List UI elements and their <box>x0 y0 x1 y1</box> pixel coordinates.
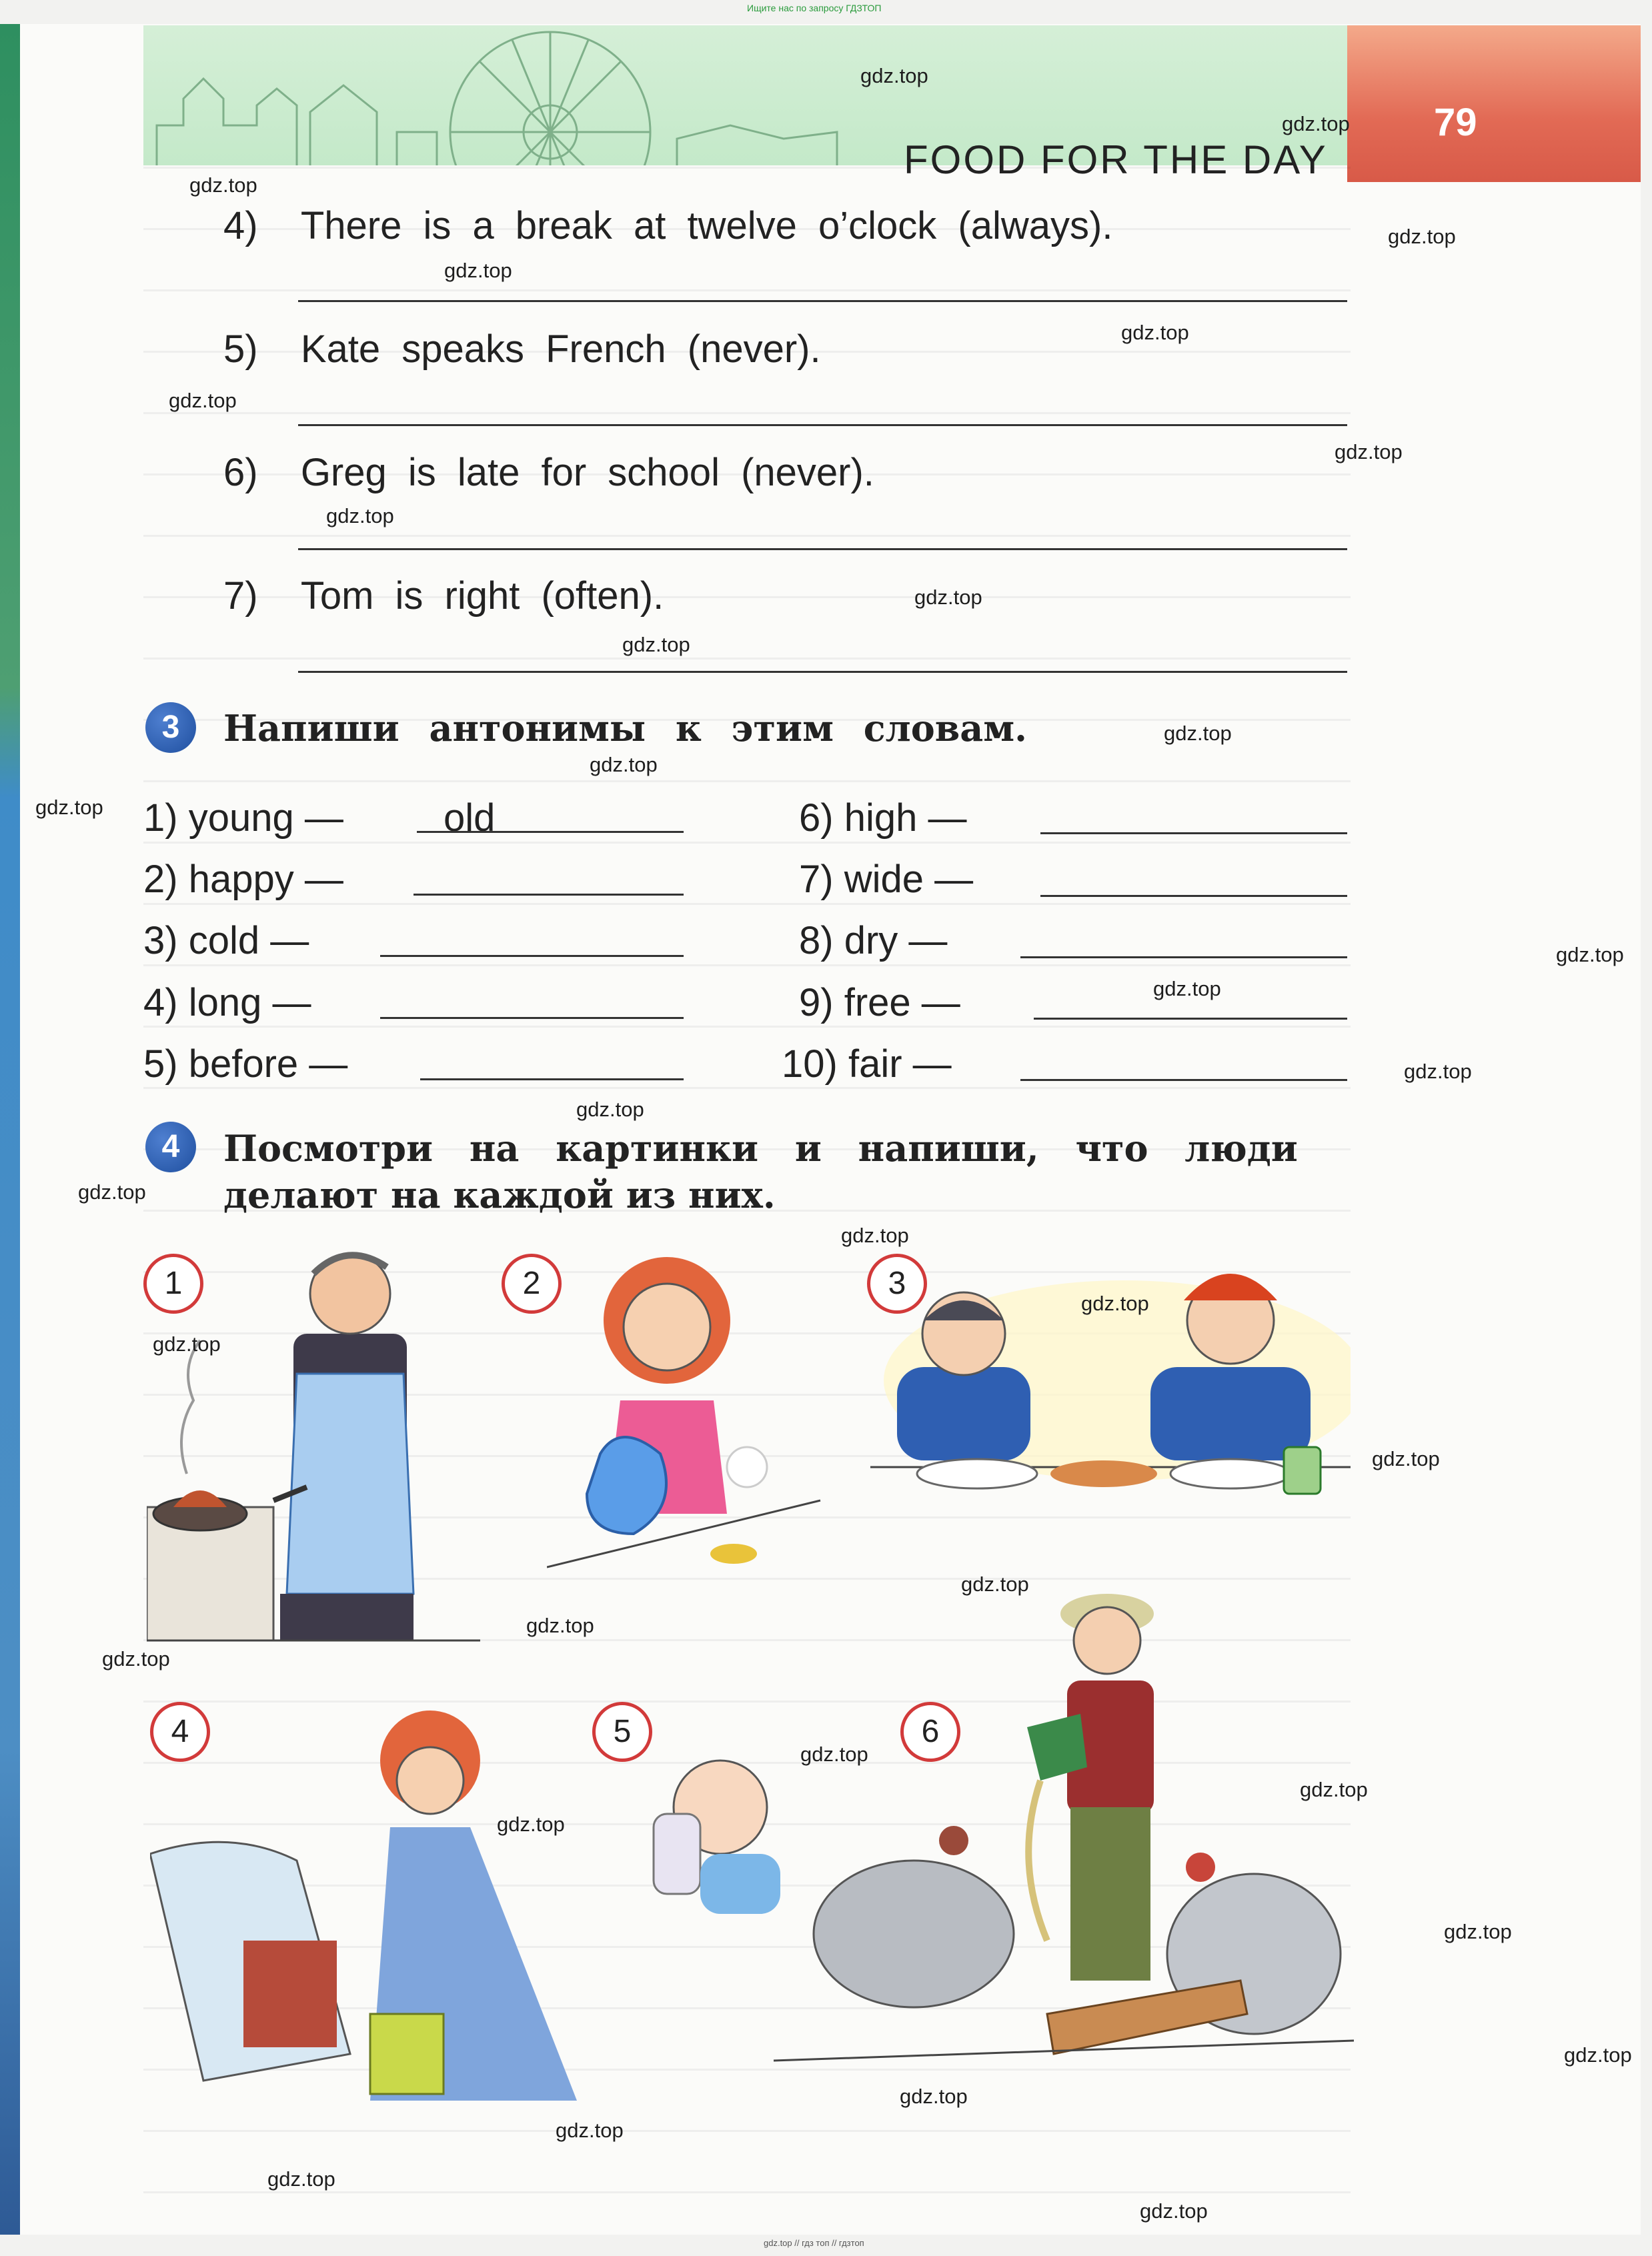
antonym-answer-line[interactable] <box>380 1017 684 1019</box>
watermark: gdz.top <box>526 1614 594 1637</box>
antonym-item: 8) dry — <box>799 919 948 962</box>
watermark: gdz.top <box>1300 1778 1368 1801</box>
answer-line[interactable] <box>298 424 1347 426</box>
exercise-line <box>223 450 874 495</box>
watermark: gdz.top <box>497 1813 565 1836</box>
woman-shopping-illustration <box>150 1707 590 2107</box>
picture-number: 4 <box>150 1702 210 1762</box>
bottom-link[interactable]: gdz.top // гдз топ // гдзтоп <box>764 2238 864 2248</box>
watermark: gdz.top <box>961 1572 1029 1596</box>
line-text: Greg is late for school (never). <box>300 451 874 494</box>
watermark: gdz.top <box>1121 321 1189 344</box>
antonym-item: 3) cold — <box>143 919 309 962</box>
exercise-line <box>223 327 821 371</box>
exercise-4-instruction-line2: делают на каждой из них. <box>223 1174 776 1216</box>
antonym-answer-line[interactable] <box>1040 895 1347 897</box>
answer-line[interactable] <box>298 300 1347 302</box>
page-corner-tab <box>1347 25 1641 182</box>
watermark: gdz.top <box>35 796 103 819</box>
antonym-item: 9) free — <box>799 981 960 1024</box>
watermark: gdz.top <box>860 64 928 87</box>
antonym-answer: old <box>444 796 496 840</box>
watermark: gdz.top <box>1335 440 1403 463</box>
picture-number: 2 <box>502 1254 562 1314</box>
antonym-item: 4) long — <box>143 981 311 1024</box>
watermark: gdz.top <box>267 2167 335 2191</box>
watermark: gdz.top <box>1081 1292 1149 1315</box>
watermark: gdz.top <box>914 586 982 609</box>
line-text: There is a break at twelve o’clock (always). <box>300 204 1113 247</box>
answer-line[interactable] <box>298 548 1347 550</box>
antonym-answer-line[interactable] <box>1020 1079 1347 1081</box>
page-title: FOOD FOR THE DAY <box>904 137 1328 182</box>
exercise-3-instruction: Напиши антонимы к этим словам. <box>223 707 1027 750</box>
watermark: gdz.top <box>900 2085 968 2108</box>
antonym-item: 7) wide — <box>799 858 974 901</box>
man-feeding-turkeys-illustration <box>734 1580 1354 2081</box>
exercise-4-badge: 4 <box>145 1122 196 1172</box>
woman-kettle-illustration <box>547 1254 827 1600</box>
antonym-answer-line[interactable] <box>1020 956 1347 958</box>
watermark: gdz.top <box>326 504 394 527</box>
watermark: gdz.top <box>189 173 257 197</box>
antonym-item: 2) happy — <box>143 858 343 901</box>
man-cooking-illustration <box>147 1220 480 1654</box>
watermark: gdz.top <box>1388 225 1456 248</box>
antonym-answer-line[interactable] <box>420 1078 684 1080</box>
watermark: gdz.top <box>800 1743 868 1766</box>
picture-number: 3 <box>867 1254 927 1314</box>
watermark: gdz.top <box>169 389 237 412</box>
line-text: Kate speaks French (never). <box>300 327 821 371</box>
line-number: 7) <box>223 574 258 618</box>
page-left-edge <box>0 24 20 2235</box>
watermark: gdz.top <box>1556 943 1624 966</box>
antonym-answer-line[interactable] <box>414 894 684 896</box>
watermark: gdz.top <box>1164 722 1232 745</box>
antonym-answer-line[interactable] <box>417 831 684 833</box>
antonym-item: 6) high — <box>799 796 967 840</box>
line-number: 4) <box>223 204 258 247</box>
watermark: gdz.top <box>622 633 690 656</box>
antonym-item: 1) young — <box>143 796 343 840</box>
line-number: 5) <box>223 327 258 371</box>
watermark: gdz.top <box>841 1224 909 1247</box>
antonym-answer-line[interactable] <box>380 955 684 957</box>
exercise-line <box>223 574 664 618</box>
london-skyline-illustration <box>143 25 844 165</box>
antonym-answer-line[interactable] <box>1040 832 1347 834</box>
watermark: gdz.top <box>576 1098 644 1121</box>
watermark: gdz.top <box>1444 1920 1512 1943</box>
watermark: gdz.top <box>78 1180 146 1204</box>
watermark: gdz.top <box>1372 1447 1440 1470</box>
antonym-item: 10) fair — <box>782 1042 952 1086</box>
watermark: gdz.top <box>1153 977 1221 1000</box>
watermark: gdz.top <box>556 2119 624 2142</box>
line-number: 6) <box>223 451 258 494</box>
antonym-item: 5) before — <box>143 1042 348 1086</box>
watermark: gdz.top <box>1404 1060 1472 1083</box>
page-number: 79 <box>1434 101 1477 144</box>
exercise-line <box>223 203 1112 248</box>
exercise-3-badge: 3 <box>145 702 196 753</box>
watermark: gdz.top <box>444 259 512 282</box>
picture-number: 5 <box>592 1702 652 1762</box>
watermark: gdz.top <box>102 1647 170 1670</box>
line-text: Tom is right (often). <box>300 574 664 618</box>
exercise-4-instruction-line1: Посмотри на картинки и напиши, что люди <box>223 1127 1298 1170</box>
watermark: gdz.top <box>1140 2199 1208 2223</box>
answer-line[interactable] <box>298 671 1347 673</box>
watermark: gdz.top <box>1564 2043 1632 2067</box>
watermark: gdz.top <box>153 1332 221 1356</box>
picture-number: 1 <box>143 1254 203 1314</box>
antonym-answer-line[interactable] <box>1034 1018 1347 1020</box>
watermark: gdz.top <box>590 753 658 776</box>
picture-number: 6 <box>900 1702 960 1762</box>
top-link[interactable]: Ищите нас по запросу ГДЗТОП <box>747 3 882 13</box>
watermark: gdz.top <box>1282 112 1350 135</box>
